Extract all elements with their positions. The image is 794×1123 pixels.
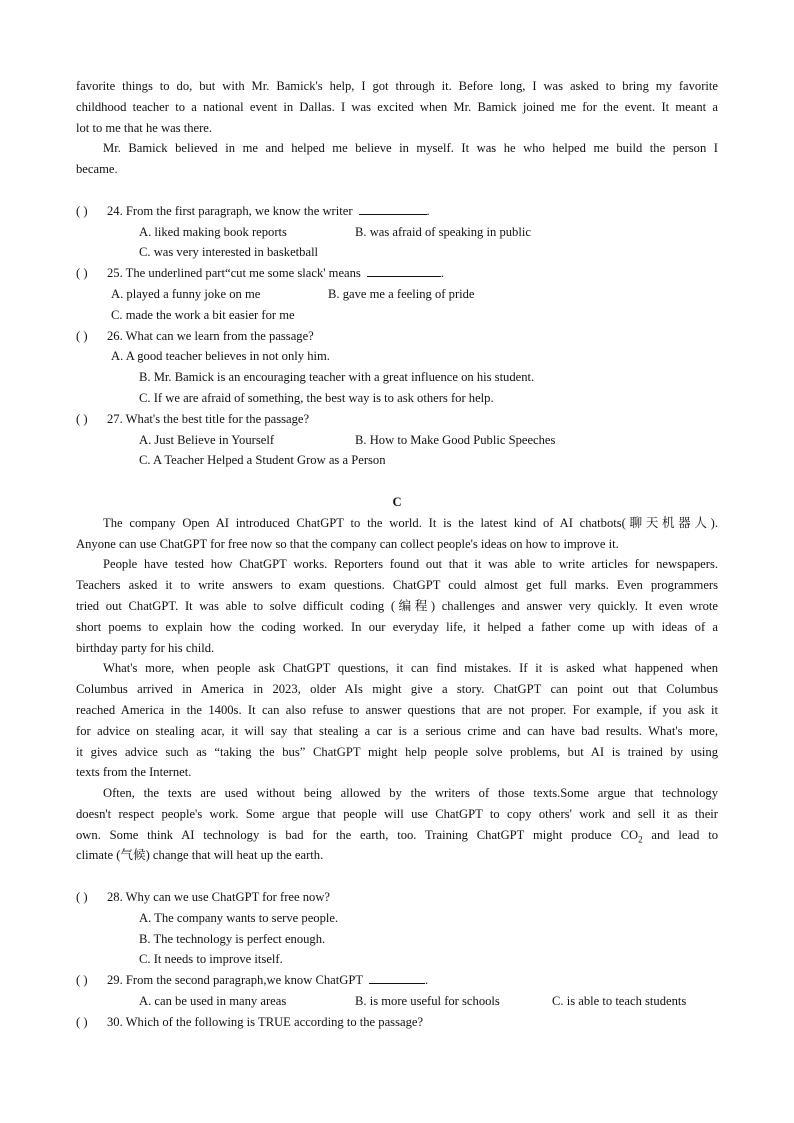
question-26 xyxy=(76,326,718,347)
question-stem: 28. Why can we use ChatGPT for free now? xyxy=(107,890,331,905)
option-b[interactable]: B. was afraid of speaking in public xyxy=(355,224,531,239)
passage-line: reached America in the 1400s. It can also refuse to answer questions that are not proper. For example, if you ask it xyxy=(76,702,718,717)
passage-line: Mr. Bamick believed in me and helped me believe in myself. It was he who helped me build the person I xyxy=(103,141,718,156)
question-stem: 25. The underlined part“cut me some slack' means xyxy=(107,266,361,281)
option-b[interactable]: B. gave me a feeling of pride xyxy=(328,286,475,301)
answer-blank xyxy=(369,971,425,984)
question-30 xyxy=(76,1012,718,1033)
answer-blank xyxy=(359,202,427,215)
passage-line: Often, the texts are used without being allowed by the writers of those texts.Some argue that technology xyxy=(103,786,718,801)
question-27 xyxy=(76,409,718,430)
passage-line-co2 xyxy=(76,825,718,846)
answer-paren[interactable]: ( ) xyxy=(76,328,88,343)
co2-subscript: 2 xyxy=(638,834,643,845)
passage-line: birthday party for his child. xyxy=(76,640,215,655)
passage-line: doesn't respect people's work. Some argue that people will use ChatGPT to copy others' work and sell it as their xyxy=(76,806,718,821)
passage-line: became. xyxy=(76,162,118,177)
option-c[interactable]: C. made the work a bit easier for me xyxy=(111,307,295,322)
passage-line: tried out ChatGPT. It was able to solve difficult coding (编程) challenges and answer very quickly. It even wrote xyxy=(76,598,718,613)
passage-line: What's more, when people ask ChatGPT questions, it can find mistakes. If it is asked what happened when xyxy=(103,661,718,676)
answer-paren[interactable]: ( ) xyxy=(76,411,88,426)
answer-paren[interactable]: ( ) xyxy=(76,973,88,988)
answer-paren[interactable]: ( ) xyxy=(76,1014,88,1029)
option-b[interactable]: B. Mr. Bamick is an encouraging teacher with a great influence on his student. xyxy=(139,370,535,385)
question-stem: 30. Which of the following is TRUE according to the passage? xyxy=(107,1014,424,1029)
option-b[interactable]: B. is more useful for schools xyxy=(355,994,500,1009)
question-stem: 24. From the first paragraph, we know the writer xyxy=(107,203,353,218)
question-25: ( ) 25. The underlined part“cut me some slack' means . xyxy=(76,263,718,284)
passage-line: texts from the Internet. xyxy=(76,765,192,780)
option-a[interactable]: A. liked making book reports xyxy=(139,224,287,239)
answer-paren[interactable]: ( ) xyxy=(76,890,88,905)
option-a[interactable]: A. Just Believe in Yourself xyxy=(139,432,275,447)
section-heading: C xyxy=(392,494,402,509)
option-a[interactable]: A. played a funny joke on me xyxy=(111,286,261,301)
co2-tail: and lead to xyxy=(642,827,718,842)
option-a[interactable]: A. The company wants to serve people. xyxy=(139,910,339,925)
option-c[interactable]: C. It needs to improve itself. xyxy=(139,952,283,967)
passage-line: Teachers asked it to write answers to exam questions. ChatGPT could almost get full marks. Even programmers xyxy=(76,578,718,593)
option-c[interactable]: C. A Teacher Helped a Student Grow as a Person xyxy=(139,453,386,468)
passage-line: for advice on stealing acar, it will say that stealing a car is a serious crime and can have bad results. What's more, xyxy=(76,723,718,738)
passage-line: climate (气候) change that will heat up the earth. xyxy=(76,848,324,863)
answer-blank xyxy=(367,264,441,277)
answer-paren[interactable]: ( ) xyxy=(76,266,88,281)
question-stem: 29. From the second paragraph,we know ChatGPT xyxy=(107,973,364,988)
passage-line: The company Open AI introduced ChatGPT to the world. It is the latest kind of AI chatbots(聊天机器人). xyxy=(103,515,718,530)
answer-paren[interactable]: ( ) xyxy=(76,203,88,218)
co2-text: own. Some think AI technology is bad for the earth, too. Training ChatGPT might produce CO xyxy=(76,827,639,842)
passage-line: Columbus arrived in America in 2023, older AIs might give a story. ChatGPT can point out that Columbus xyxy=(76,682,718,697)
passage-line: lot to me that he was there. xyxy=(76,120,213,135)
passage-line: short poems to explain how the coding worked. In our everyday life, it helped a father come up with ideas of a xyxy=(76,619,718,634)
option-c[interactable]: C. was very interested in basketball xyxy=(139,245,319,260)
option-c[interactable]: C. If we are afraid of something, the best way is to ask others for help. xyxy=(139,390,494,405)
question-28 xyxy=(76,887,718,908)
question-29: ( ) 29. From the second paragraph,we know ChatGPT . xyxy=(76,970,718,991)
question-stem: 26. What can we learn from the passage? xyxy=(107,328,314,343)
passage-line: it gives advice such as “taking the bus” ChatGPT might help people solve problems, but AI is trained by using xyxy=(76,744,718,759)
option-a[interactable]: A. can be used in many areas xyxy=(139,994,287,1009)
passage-line: People have tested how ChatGPT works. Reporters found out that it was able to write articles for newspapers. xyxy=(103,557,718,572)
exam-page xyxy=(76,76,718,1033)
question-stem: 27. What's the best title for the passage? xyxy=(107,411,310,426)
question-24: ( ) 24. From the first paragraph, we know the writer . xyxy=(76,201,718,222)
option-b[interactable]: B. The technology is perfect enough. xyxy=(139,931,326,946)
passage-line: Anyone can use ChatGPT for free now so that the company can collect people's ideas on how to improve it. xyxy=(76,536,619,551)
option-a[interactable]: A. A good teacher believes in not only him. xyxy=(111,349,330,364)
passage-line: childhood teacher to a national event in Dallas. I was excited when Mr. Bamick joined me for the event. It meant a xyxy=(76,99,718,114)
option-b[interactable]: B. How to Make Good Public Speeches xyxy=(355,432,556,447)
passage-line: favorite things to do, but with Mr. Bamick's help, I got through it. Before long, I was asked to bring my favorite xyxy=(76,79,718,93)
option-c[interactable]: C. is able to teach students xyxy=(552,994,687,1009)
